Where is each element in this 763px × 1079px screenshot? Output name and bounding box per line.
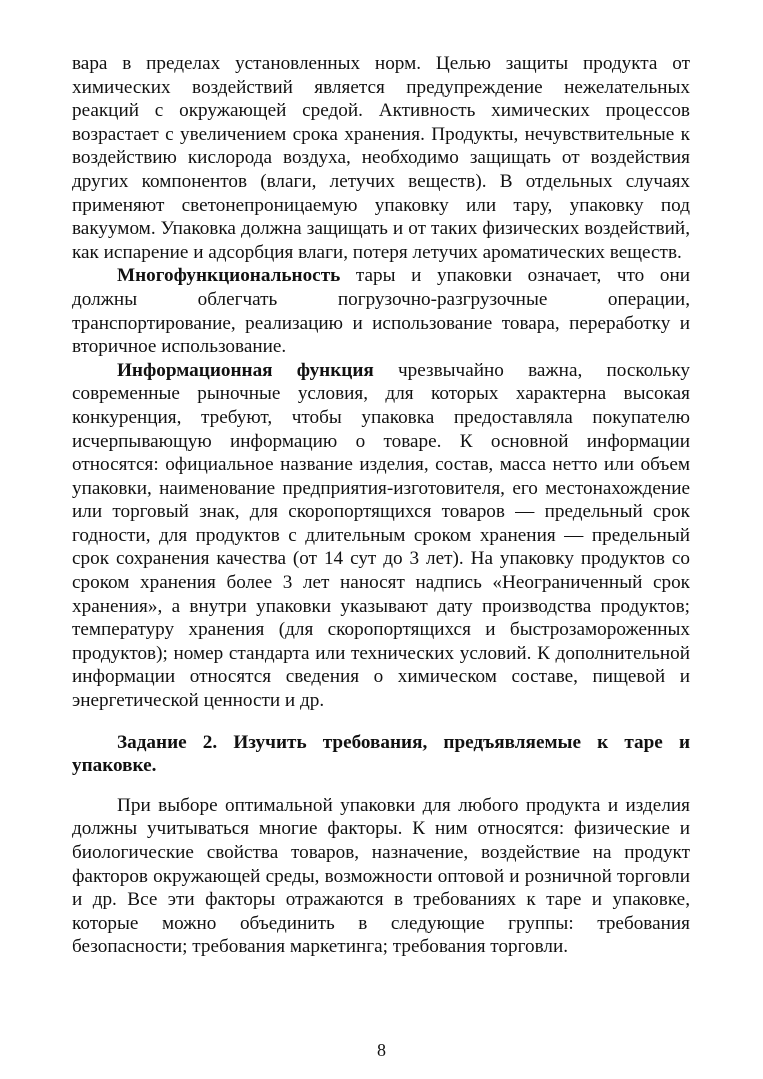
paragraph-information-function (72, 359, 690, 713)
paragraph-multifunctionality (72, 264, 690, 358)
page-body (72, 52, 690, 959)
text-multifunctionality: тары и упаковки означает, что они должны облегчать погрузочно-разгрузочные операции, транспортирование, реализацию и использование товара, переработку и вторичное использование. (72, 265, 690, 358)
task-heading: Задание 2. Изучить требования, предъявляемые к таре и упаковке. (72, 731, 690, 777)
text-information-function: чрезвычайно важна, поскольку современные рыночные условия, для которых характерна высокая конкуренция, требуют, чтобы упаковка предоставляла покупателю исчерпывающую информацию о товаре. К основной информации относятся: официальное название изделия, состав, масса нетто или объем упаковки, наименование предприятия-изготовителя, его местонахождение или торговый знак, для скоропортящихся товаров — предельный срок годности, для продуктов с длительным сроком хранения — предельный срок сохранения качества (от 14 сут до 3 лет). На упаковку продуктов со сроком хранения более 3 лет наносят надпись «Неограниченный срок хранения», а внутри упаковки указывают дату производства продуктов; температуру хранения (для скоропортящихся и быстрозамороженных продуктов); номер стандарта или технических условий. К дополнительной информации относятся сведения о химическом составе, пищевой и энергетической ценности и др. (72, 359, 691, 712)
paragraph-chemical-protection: вара в пределах установленных норм. Целью защиты продукта от химических воздействий является предупреждение нежелательных реакций с окружающей средой. Активность химических процессов возрастает с увеличением срока хранения. Продукты, нечувствительные к воздействию кислорода воздуха, необходимо защищать от воздействия других компонентов (влаги, летучих веществ). В отдельных случаях применяют светонепроницаемую упаковку или тару, упаковку под вакуумом. Упаковка должна защищать и от таких физических воздействий, как испарение и адсорбция влаги, потеря летучих ароматических веществ. (72, 53, 690, 263)
paragraph-packaging-factors: При выборе оптимальной упаковки для любого продукта и изделия должны учитываться многие факторы. К ним относятся: физические и биологические свойства товаров, назначение, воздействие на продукт факторов окружающей среды, возможности оптовой и розничной торговли и др. Все эти факторы отражаются в требованиях к таре и упаковке, которые можно объединить в следующие группы: требования безопасности; требования маркетинга; требования торговли. (72, 794, 690, 958)
term-information-function: Информационная функция (117, 359, 374, 381)
page-number: 8 (377, 1040, 386, 1060)
term-multifunctionality: Многофункциональность (117, 265, 341, 287)
